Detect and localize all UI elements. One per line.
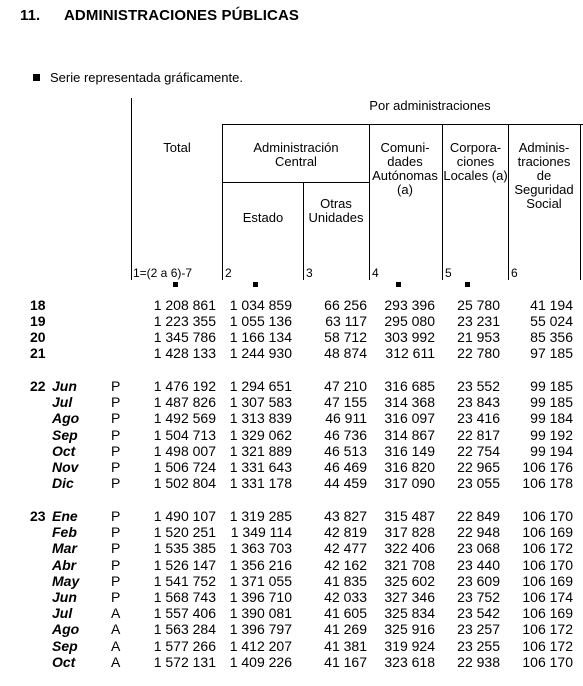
row-month: Dic	[52, 475, 74, 492]
row-month: Jul	[52, 394, 73, 411]
row-month: Sep	[52, 637, 78, 654]
row-year: 23	[30, 508, 46, 524]
table-row	[0, 427, 583, 443]
header-corporaciones-locales: Corpora- ciones Locales (a)	[443, 140, 508, 183]
cell-value: 106 172	[522, 621, 573, 638]
cell-value: 317 090	[384, 475, 435, 492]
cell-value: 42 819	[324, 524, 367, 541]
cell-value: 23 843	[457, 394, 500, 411]
cell-value: 1 535 385	[153, 540, 216, 557]
cell-value: 106 172	[522, 637, 573, 654]
series-marker-comunidades	[396, 282, 401, 287]
cell-value: 1 244 930	[229, 345, 292, 361]
row-flag: P	[111, 410, 121, 427]
cell-value: 1 396 797	[229, 621, 292, 638]
cell-value: 58 712	[324, 329, 367, 345]
cell-value: 1 498 007	[153, 442, 216, 459]
cell-value: 106 169	[522, 524, 573, 541]
cell-value: 23 542	[457, 605, 500, 622]
header-total: Total	[163, 140, 191, 155]
cell-value: 316 685	[384, 378, 435, 394]
cell-value: 303 992	[384, 329, 435, 345]
cell-value: 316 149	[384, 442, 435, 459]
table-row	[0, 297, 583, 313]
row-month: Abr	[52, 556, 77, 573]
cell-value: 325 916	[384, 621, 435, 638]
row-flag: P	[111, 572, 121, 589]
cell-value: 85 356	[530, 329, 573, 345]
rule-h-por-admin	[222, 124, 583, 125]
cell-value: 97 185	[530, 345, 573, 361]
cell-value: 41 605	[324, 605, 367, 622]
row-flag: A	[111, 621, 121, 638]
cell-value: 327 346	[384, 589, 435, 605]
cell-value: 1 321 889	[229, 442, 292, 459]
cell-value: 106 169	[522, 572, 573, 589]
cell-value: 99 192	[530, 426, 573, 443]
cell-value: 66 256	[324, 297, 367, 313]
cell-value: 47 210	[324, 378, 367, 394]
row-year: 22	[30, 378, 46, 394]
table-row	[0, 410, 583, 426]
cell-value: 106 170	[522, 556, 573, 573]
cell-value: 41 194	[530, 297, 573, 313]
cell-value: 1 557 406	[153, 605, 216, 622]
cell-value: 43 827	[324, 508, 367, 524]
table-row	[0, 524, 583, 540]
cell-value: 1 319 285	[229, 508, 292, 524]
table-row	[0, 459, 583, 475]
table-row	[0, 638, 583, 654]
header-estado: Estado	[242, 210, 284, 225]
cell-value: 1 541 752	[153, 572, 216, 589]
table-row	[0, 508, 583, 524]
cell-value: 106 170	[522, 508, 573, 524]
cell-value: 322 406	[384, 540, 435, 557]
row-flag: P	[111, 524, 121, 541]
cell-value: 41 381	[324, 637, 367, 654]
table-row	[0, 589, 583, 605]
cell-value: 99 184	[530, 410, 573, 427]
rule-h-adm-central	[222, 182, 370, 183]
cell-value: 1 492 569	[153, 410, 216, 427]
row-month: Jun	[52, 589, 77, 605]
cell-value: 321 708	[384, 556, 435, 573]
cell-value: 1 356 216	[229, 556, 292, 573]
cell-value: 106 170	[522, 653, 573, 670]
row-flag: P	[111, 426, 121, 443]
square-bullet-icon	[33, 74, 40, 81]
cell-value: 46 513	[324, 442, 367, 459]
row-month: May	[52, 572, 80, 589]
table-row	[0, 621, 583, 637]
cell-value: 23 416	[457, 410, 500, 427]
table-row	[0, 345, 583, 361]
cell-value: 1 502 804	[153, 475, 216, 492]
column-number-4: 4	[372, 266, 379, 280]
cell-value: 1 371 055	[229, 572, 292, 589]
table-row	[0, 313, 583, 329]
table-row	[0, 394, 583, 410]
column-number-3: 3	[306, 266, 313, 280]
cell-value: 106 169	[522, 605, 573, 622]
table-row	[0, 557, 583, 573]
cell-value: 46 736	[324, 426, 367, 443]
cell-value: 23 440	[457, 556, 500, 573]
cell-value: 1 490 107	[153, 508, 216, 524]
row-month: Mar	[52, 540, 77, 557]
cell-value: 41 835	[324, 572, 367, 589]
row-month: Jul	[52, 605, 73, 622]
cell-value: 42 477	[324, 540, 367, 557]
table-row	[0, 329, 583, 345]
cell-value: 316 097	[384, 410, 435, 427]
cell-value: 41 167	[324, 653, 367, 670]
cell-value: 106 176	[522, 458, 573, 475]
cell-value: 23 752	[457, 589, 500, 605]
cell-value: 316 820	[384, 458, 435, 475]
cell-value: 1 313 839	[229, 410, 292, 427]
row-month: Sep	[52, 426, 78, 443]
row-flag: P	[111, 378, 121, 394]
row-flag: A	[111, 605, 121, 622]
row-flag: A	[111, 653, 121, 670]
graph-note	[33, 70, 243, 85]
cell-value: 1 307 583	[229, 394, 292, 411]
table-row	[0, 475, 583, 491]
cell-value: 1 331 178	[229, 475, 292, 492]
cell-value: 55 024	[530, 313, 573, 329]
table-row	[0, 540, 583, 556]
cell-value: 1 396 710	[229, 589, 292, 605]
row-year: 20	[30, 329, 46, 345]
cell-value: 1 526 147	[153, 556, 216, 573]
row-month: Feb	[52, 524, 77, 541]
cell-value: 1 294 651	[229, 378, 292, 394]
cell-value: 22 780	[457, 345, 500, 361]
cell-value: 23 068	[457, 540, 500, 557]
row-month: Nov	[52, 458, 79, 475]
row-flag: A	[111, 637, 121, 654]
cell-value: 1 476 192	[153, 378, 216, 394]
cell-value: 1 409 226	[229, 653, 292, 670]
cell-value: 22 948	[457, 524, 500, 541]
row-flag: P	[111, 394, 121, 411]
cell-value: 1 331 643	[229, 458, 292, 475]
table-row	[0, 443, 583, 459]
graph-note-text: Serie representada gráficamente.	[50, 70, 243, 85]
cell-value: 1 166 134	[229, 329, 292, 345]
cell-value: 42 033	[324, 589, 367, 605]
cell-value: 22 849	[457, 508, 500, 524]
series-marker-total	[173, 282, 178, 287]
cell-value: 99 185	[530, 394, 573, 411]
row-month: Oct	[52, 653, 76, 670]
row-flag: P	[111, 442, 121, 459]
cell-value: 319 924	[384, 637, 435, 654]
row-flag: P	[111, 508, 121, 524]
cell-value: 1 572 131	[153, 653, 216, 670]
cell-value: 1 345 786	[153, 329, 216, 345]
cell-value: 22 817	[457, 426, 500, 443]
cell-value: 1 568 743	[153, 589, 216, 605]
cell-value: 25 780	[457, 297, 500, 313]
cell-value: 1 208 861	[153, 297, 216, 313]
cell-value: 23 231	[457, 313, 500, 329]
row-month: Oct	[52, 442, 76, 459]
cell-value: 106 178	[522, 475, 573, 492]
column-number-6: 6	[511, 266, 518, 280]
cell-value: 317 828	[384, 524, 435, 541]
cell-value: 1 363 703	[229, 540, 292, 557]
header-comunidades-autonomas: Comuni- dades Autónomas (a)	[372, 140, 438, 197]
column-number-5: 5	[445, 266, 452, 280]
header-administracion-central: Administración Central	[253, 140, 339, 169]
title-number: 11.	[20, 7, 41, 24]
cell-value: 315 487	[384, 508, 435, 524]
row-month: Ago	[52, 410, 80, 427]
cell-value: 22 965	[457, 458, 500, 475]
row-month: Jun	[52, 378, 77, 394]
cell-value: 21 953	[457, 329, 500, 345]
cell-value: 23 552	[457, 378, 500, 394]
cell-value: 48 874	[324, 345, 367, 361]
cell-value: 325 834	[384, 605, 435, 622]
rule-v-estado	[222, 124, 223, 280]
table-row	[0, 378, 583, 394]
cell-value: 99 185	[530, 378, 573, 394]
cell-value: 1 223 355	[153, 313, 216, 329]
cell-value: 1 504 713	[153, 426, 216, 443]
header-por-administraciones: Por administraciones	[369, 98, 491, 113]
row-month: Ene	[52, 508, 78, 524]
cell-value: 22 754	[457, 442, 500, 459]
cell-value: 1 520 251	[153, 524, 216, 541]
table-row	[0, 605, 583, 621]
header-seguridad-social: Adminis- traciones de Seguridad Social	[514, 140, 574, 211]
rule-v-total	[131, 98, 132, 280]
row-flag: P	[111, 589, 121, 605]
row-year: 18	[30, 297, 46, 313]
cell-value: 325 602	[384, 572, 435, 589]
cell-value: 63 117	[325, 313, 367, 329]
cell-value: 23 609	[457, 572, 500, 589]
row-year: 19	[30, 313, 46, 329]
row-month: Ago	[52, 621, 80, 638]
column-number-1: 1=(2 a 6)-7	[133, 266, 193, 280]
rule-v-right	[580, 124, 581, 280]
cell-value: 23 257	[457, 621, 500, 638]
cell-value: 1 577 266	[153, 637, 216, 654]
cell-value: 1 428 133	[153, 345, 216, 361]
cell-value: 323 618	[384, 653, 435, 670]
cell-value: 41 269	[324, 621, 367, 638]
cell-value: 1 563 284	[153, 621, 216, 638]
cell-value: 1 055 136	[229, 313, 292, 329]
series-marker-corporaciones	[465, 282, 470, 287]
cell-value: 46 469	[324, 458, 367, 475]
cell-value: 44 459	[324, 475, 367, 492]
table-row	[0, 654, 583, 670]
cell-value: 23 055	[457, 475, 500, 492]
cell-value: 106 172	[522, 540, 573, 557]
title-text: ADMINISTRACIONES PÚBLICAS	[64, 7, 300, 24]
row-flag: P	[111, 540, 121, 557]
cell-value: 99 194	[530, 442, 573, 459]
row-year: 21	[30, 345, 46, 361]
cell-value: 314 867	[384, 426, 435, 443]
cell-value: 47 155	[324, 394, 367, 411]
row-flag: P	[111, 556, 121, 573]
cell-value: 295 080	[384, 313, 435, 329]
cell-value: 22 938	[457, 653, 500, 670]
header-otras-unidades: Otras Unidades	[308, 196, 364, 225]
cell-value: 312 611	[385, 345, 435, 361]
column-number-2: 2	[225, 266, 232, 280]
cell-value: 1 506 724	[153, 458, 216, 475]
cell-value: 314 368	[384, 394, 435, 411]
cell-value: 1 349 114	[230, 524, 292, 541]
table-row	[0, 573, 583, 589]
cell-value: 46 911	[325, 410, 367, 427]
cell-value: 42 162	[324, 556, 367, 573]
row-flag: P	[111, 458, 121, 475]
cell-value: 106 174	[522, 589, 573, 605]
page-title	[20, 7, 299, 24]
cell-value: 1 329 062	[229, 426, 292, 443]
cell-value: 23 255	[457, 637, 500, 654]
cell-value: 1 487 826	[153, 394, 216, 411]
cell-value: 293 396	[384, 297, 435, 313]
row-flag: P	[111, 475, 121, 492]
cell-value: 1 034 859	[229, 297, 292, 313]
series-marker-estado	[253, 282, 258, 287]
cell-value: 1 390 081	[229, 605, 292, 622]
cell-value: 1 412 207	[229, 637, 292, 654]
